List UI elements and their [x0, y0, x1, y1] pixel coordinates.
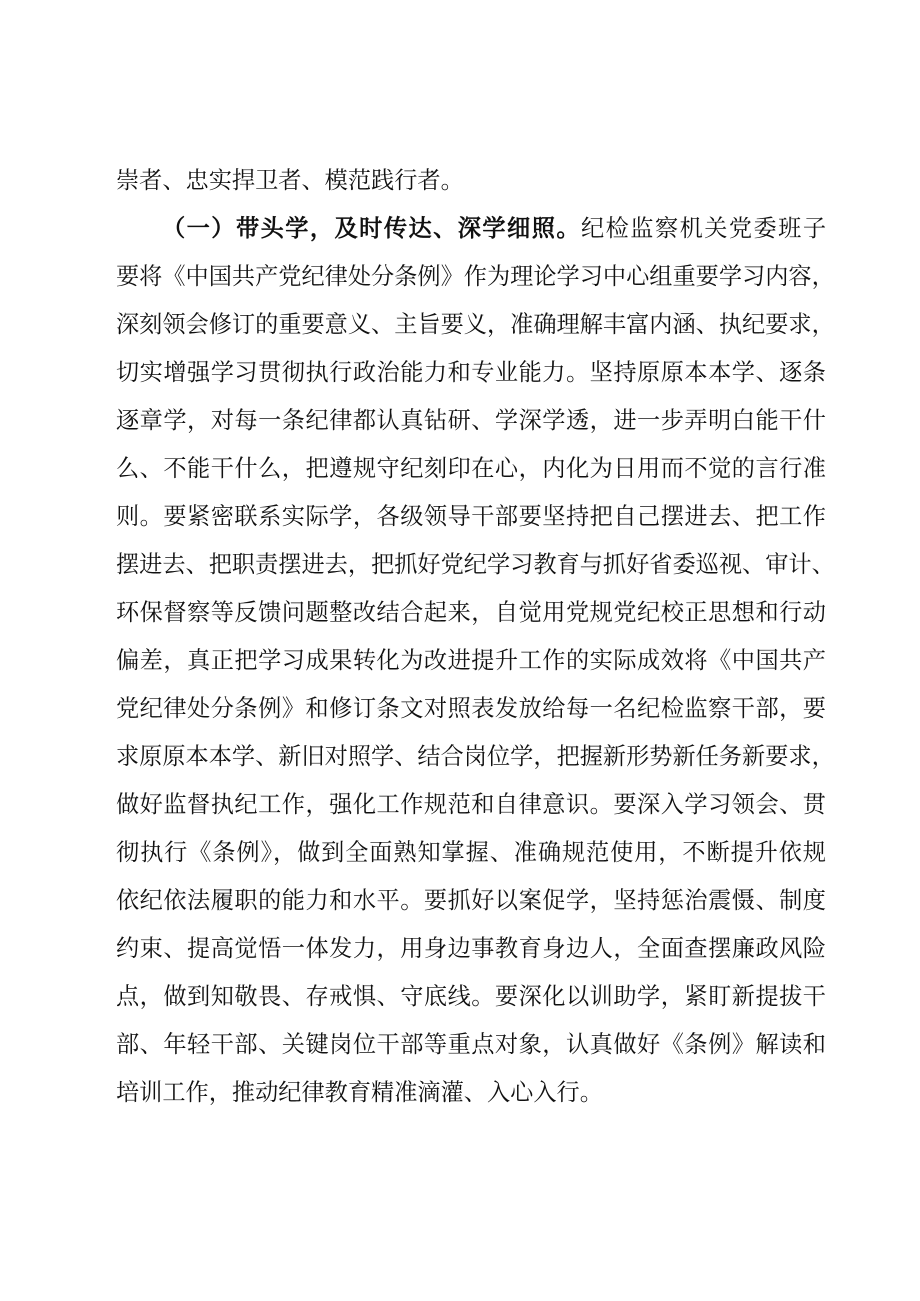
- paragraph-line: 纪检监察机关党委班子: [581, 215, 827, 242]
- paragraph-line: 逐章学，对每一条纪律都认真钻研、学深学透，进一步弄明白能干什: [116, 407, 826, 434]
- paragraph-line: 依纪依法履职的能力和水平。要抓好以案促学，坚持惩治震慑、制度: [116, 887, 826, 914]
- paragraph-line: 要将《中国共产党纪律处分条例》作为理论学习中心组重要学习内容，: [116, 263, 835, 290]
- section-paragraph-first-line: [162, 205, 826, 253]
- paragraph-line: 偏差，真正把学习成果转化为改进提升工作的实际成效将《中国共产: [116, 647, 826, 674]
- paragraph-line: 环保督察等反馈问题整改结合起来，自觉用党规党纪校正思想和行动: [116, 599, 826, 626]
- paragraph-last-line: 培训工作，推动纪律教育精准滴灌、入心入行。: [116, 1079, 603, 1106]
- paragraph-line: 部、年轻干部、关键岗位干部等重点对象，认真做好《条例》解读和: [116, 1031, 826, 1058]
- paragraph-line: 点，做到知敬畏、存戒惧、守底线。要深化以训助学，紧盯新提拔干: [116, 983, 826, 1010]
- paragraph-line: 么、不能干什么，把遵规守纪刻印在心，内化为日用而不觉的言行准: [116, 455, 826, 482]
- paragraph-line: 做好监督执纪工作，强化工作规范和自律意识。要深入学习领会、贯: [116, 791, 826, 818]
- paragraph-line: 约束、提高觉悟一体发力，用身边事教育身边人，全面查摆廉政风险: [116, 935, 826, 962]
- paragraph-line: 求原原本本学、新旧对照学、结合岗位学，把握新形势新任务新要求，: [116, 743, 835, 770]
- paragraph-line: 深刻领会修订的重要意义、主旨要义，准确理解丰富内涵、执纪要求，: [116, 311, 835, 338]
- paragraph-line: 彻执行《条例》，做到全面熟知掌握、准确规范使用，不断提升依规: [116, 839, 826, 866]
- paragraph-line: 摆进去、把职责摆进去，把抓好党纪学习教育与抓好省委巡视、审计、: [116, 551, 835, 578]
- paragraph-line: 切实增强学习贯彻执行政治能力和专业能力。坚持原原本本学、逐条: [116, 359, 826, 386]
- paragraph-line: 党纪律处分条例》和修订条文对照表发放给每一名纪检监察干部，要: [116, 695, 826, 722]
- section-heading: （一）带头学，及时传达、深学细照。: [162, 215, 581, 242]
- intro-line: 崇者、忠实捍卫者、模范践行者。: [116, 167, 464, 194]
- paragraph-line: 则。要紧密联系实际学，各级领导干部要坚持把自己摆进去、把工作: [116, 503, 826, 530]
